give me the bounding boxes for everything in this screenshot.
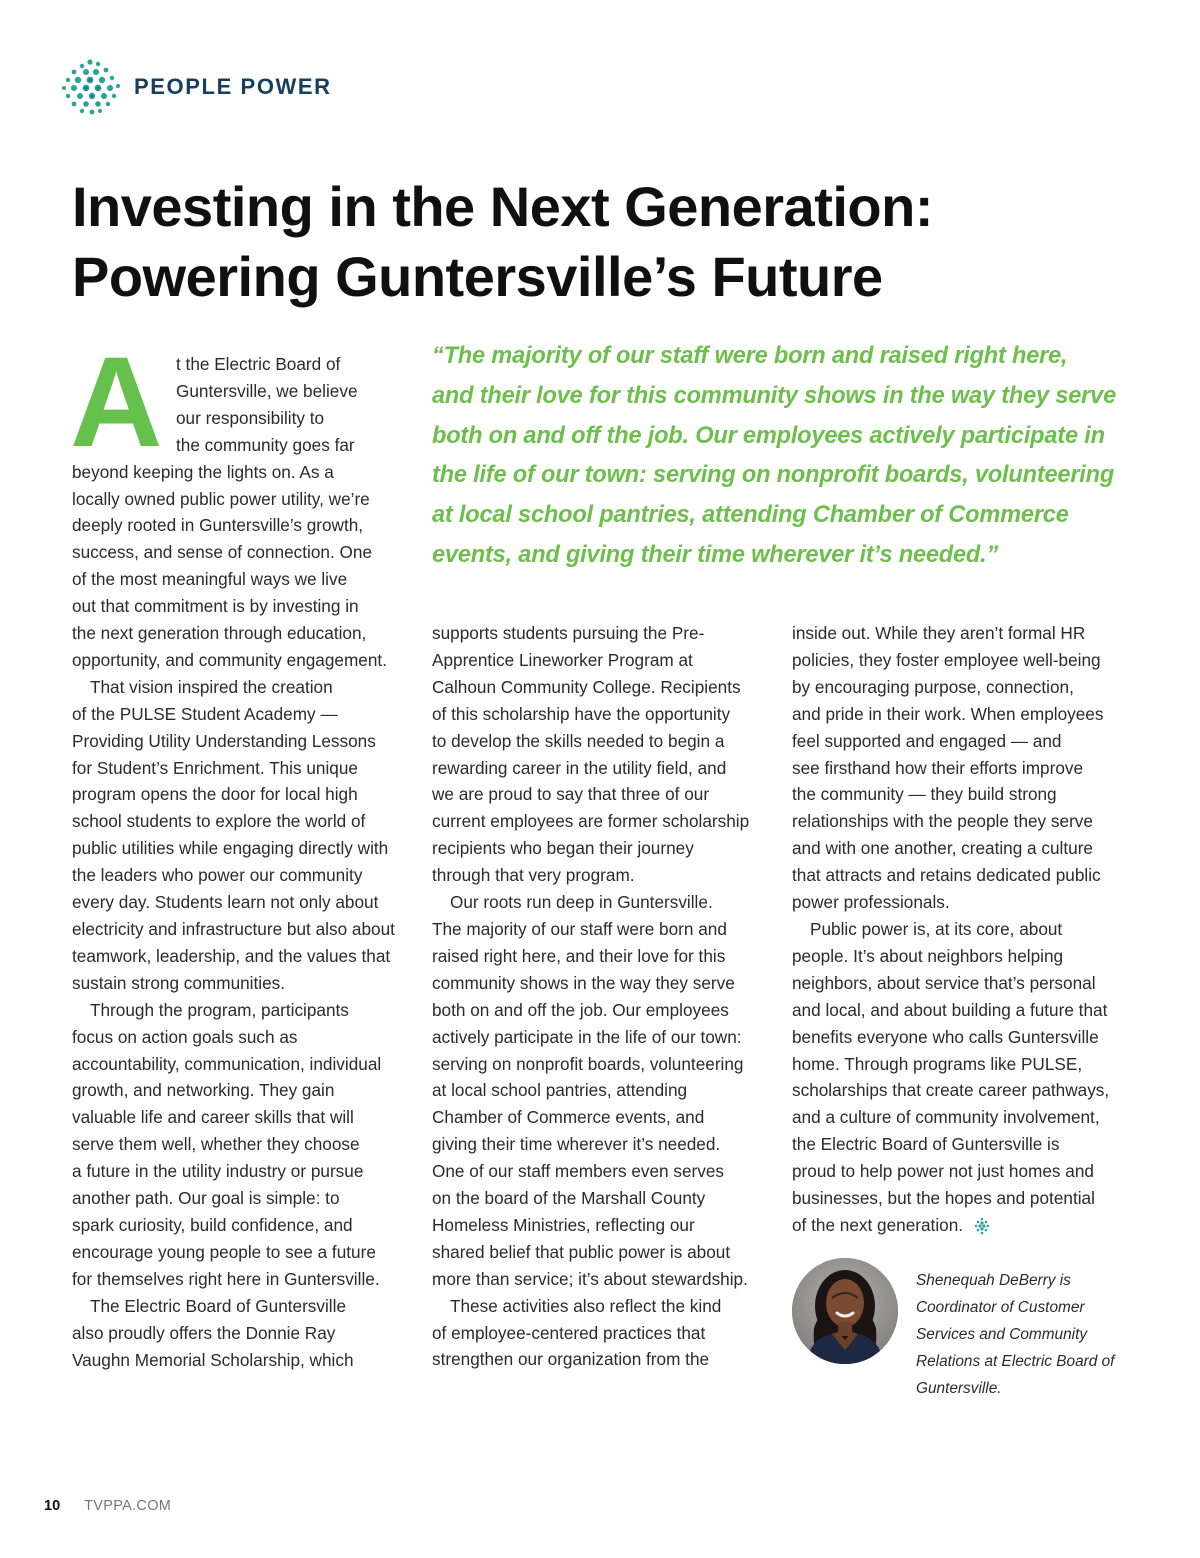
- text-line: giving their time wherever it’s needed.: [432, 1134, 721, 1155]
- text-line: of this scholarship have the opportunity: [432, 703, 731, 724]
- text-line: out that commitment is by investing in: [72, 596, 359, 617]
- title-line-2: Powering Guntersville’s Future: [72, 245, 883, 308]
- drop-cap: A: [70, 331, 163, 474]
- text-line: both on and off the job. Our employees: [432, 999, 729, 1020]
- page-number: 10: [44, 1498, 61, 1514]
- text-line: neighbors, about service that’s personal: [792, 972, 1096, 993]
- bio-line: Guntersville.: [916, 1379, 1002, 1397]
- dot-cluster-logo-icon: [60, 56, 122, 118]
- text-line: raised right here, and their love for this: [432, 945, 726, 966]
- text-line: Guntersville, we believe: [176, 380, 358, 401]
- pull-quote-line: both on and off the job. Our employees actively participate in: [432, 422, 1105, 449]
- text-line: locally owned public power utility, we’re: [72, 488, 370, 509]
- text-line: rewarding career in the utility field, and: [432, 757, 727, 778]
- text-line: for themselves right here in Guntersville.: [72, 1268, 380, 1289]
- text-line: electricity and infrastructure but also about: [72, 919, 395, 939]
- text-line: at local school pantries, attending: [432, 1080, 688, 1101]
- pull-quote-line: the life of our town: serving on nonprofit boards, volunteering: [432, 462, 1115, 489]
- last-text-line: [792, 1212, 1137, 1239]
- text-line: by encouraging purpose, connection,: [792, 676, 1074, 697]
- text-line: The Electric Board of Guntersville: [90, 1295, 347, 1316]
- text-line: Calhoun Community College. Recipients: [432, 676, 741, 697]
- text-line: the next generation through education,: [72, 623, 367, 644]
- text-line: and a culture of community involvement,: [792, 1107, 1100, 1128]
- text-line: sustain strong communities.: [72, 972, 286, 993]
- site-url: TVPPA.COM: [84, 1498, 172, 1514]
- text-line: opportunity, and community engagement.: [72, 649, 387, 670]
- text-line: Homeless Ministries, reflecting our: [432, 1214, 695, 1235]
- text-line: of the most meaningful ways we live: [72, 569, 348, 590]
- pull-quote-line: events, and giving their time wherever it’s needed.”: [432, 541, 999, 568]
- text-line: t the Electric Board of: [176, 354, 341, 374]
- pull-quote-line: and their love for this community shows in the way they serve: [432, 382, 1116, 409]
- bio-line: Relations at Electric Board of: [916, 1352, 1115, 1370]
- text-line: deeply rooted in Guntersville’s growth,: [72, 515, 364, 536]
- page-title: [72, 172, 1152, 312]
- text-line: proud to help power not just homes and: [792, 1161, 1094, 1182]
- text-line: power professionals.: [792, 892, 950, 913]
- text-line: That vision inspired the creation: [90, 676, 333, 697]
- text-line: recipients who began their journey: [432, 838, 694, 859]
- text-line: see firsthand how their efforts improve: [792, 757, 1084, 778]
- text-line: for Student’s Enrichment. This unique: [72, 757, 358, 778]
- end-mark-icon: [973, 1217, 991, 1235]
- drop-cap-lines: [176, 351, 358, 459]
- text-line: shared belief that public power is about: [432, 1241, 731, 1262]
- bio-line: Shenequah DeBerry is: [916, 1272, 1071, 1289]
- text-line: every day. Students learn not only about: [72, 892, 379, 913]
- text-line: businesses, but the hopes and potential: [792, 1188, 1095, 1209]
- text-line: that attracts and retains dedicated public: [792, 865, 1101, 886]
- section-header: [60, 56, 332, 118]
- bio-line: Coordinator of Customer: [916, 1298, 1085, 1316]
- text-line: feel supported and engaged — and: [792, 730, 1062, 751]
- text-line: Chamber of Commerce events, and: [432, 1107, 705, 1128]
- text-line: success, and sense of connection. One: [72, 542, 373, 563]
- title-line-1: Investing in the Next Generation:: [72, 175, 933, 238]
- text-line: public utilities while engaging directly with: [72, 838, 389, 859]
- text-line: One of our staff members even serves: [432, 1161, 725, 1182]
- text-line: focus on action goals such as: [72, 1026, 298, 1047]
- text-line: a future in the utility industry or pursue: [72, 1161, 364, 1182]
- text-line: beyond keeping the lights on. As a: [72, 461, 334, 482]
- text-line: Public power is, at its core, about: [810, 918, 1063, 939]
- text-line: of the next generation.: [792, 1214, 964, 1235]
- author-bio: [916, 1268, 1156, 1403]
- text-line: and pride in their work. When employees: [792, 703, 1104, 724]
- text-line: the community goes far: [176, 434, 355, 455]
- text-line: The majority of our staff were born and: [432, 918, 727, 939]
- section-label: PEOPLE POWER: [134, 74, 332, 99]
- text-line: inside out. While they aren’t formal HR: [792, 623, 1086, 643]
- text-line: of the PULSE Student Academy —: [72, 703, 338, 724]
- bio-line: Services and Community: [916, 1325, 1088, 1343]
- text-line: community shows in the way they serve: [432, 972, 735, 993]
- pull-quote: [432, 337, 1152, 576]
- text-line: Our roots run deep in Guntersville.: [450, 892, 713, 913]
- text-line: strengthen our organization from the: [432, 1349, 710, 1370]
- text-line: encourage young people to see a future: [72, 1241, 376, 1262]
- text-line: accountability, communication, individual: [72, 1053, 382, 1074]
- text-line: actively participate in the life of our town:: [432, 1026, 742, 1047]
- article-column-3: [792, 620, 1137, 1239]
- text-line: more than service; it’s about stewardship.: [432, 1268, 748, 1289]
- text-line: people. It’s about neighbors helping: [792, 945, 1064, 966]
- text-line: the community — they build strong: [792, 784, 1057, 805]
- text-line: on the board of the Marshall County: [432, 1188, 706, 1209]
- text-line: scholarships that create career pathways,: [792, 1080, 1110, 1101]
- text-line: teamwork, leadership, and the values that: [72, 945, 391, 966]
- page-footer: [44, 1498, 171, 1514]
- text-line: serve them well, whether they choose: [72, 1134, 360, 1155]
- article-column-1: [70, 331, 417, 1373]
- text-line: Providing Utility Understanding Lessons: [72, 730, 376, 751]
- text-line: supports students pursuing the Pre-: [432, 623, 705, 643]
- text-line: and local, and about building a future that: [792, 999, 1108, 1020]
- text-line: serving on nonprofit boards, volunteering: [432, 1053, 744, 1074]
- text-line: and with one another, creating a culture: [792, 838, 1093, 859]
- text-line: of employee-centered practices that: [432, 1322, 706, 1343]
- author-portrait-icon: [792, 1258, 898, 1364]
- text-line: home. Through programs like PULSE,: [792, 1053, 1083, 1074]
- text-line: Vaughn Memorial Scholarship, which: [72, 1349, 354, 1370]
- text-line: current employees are former scholarship: [432, 811, 750, 832]
- text-line: school students to explore the world of: [72, 811, 366, 832]
- text-line: policies, they foster employee well-being: [792, 649, 1101, 670]
- text-line: benefits everyone who calls Guntersville: [792, 1026, 1099, 1047]
- text-line: relationships with the people they serve: [792, 811, 1093, 832]
- text-line: program opens the door for local high: [72, 784, 358, 805]
- text-line: our responsibility to: [176, 407, 325, 428]
- text-line: Through the program, participants: [90, 999, 349, 1020]
- article-column-2: [432, 620, 777, 1373]
- text-line: another path. Our goal is simple: to: [72, 1188, 340, 1209]
- text-line: growth, and networking. They gain: [72, 1080, 335, 1101]
- text-line: also proudly offers the Donnie Ray: [72, 1322, 336, 1343]
- text-line: valuable life and career skills that will: [72, 1107, 354, 1128]
- text-line: the leaders who power our community: [72, 865, 363, 886]
- text-line: through that very program.: [432, 865, 635, 886]
- pull-quote-line: “The majority of our staff were born and raised right here,: [432, 343, 1068, 369]
- text-line: to develop the skills needed to begin a: [432, 730, 725, 751]
- text-line: the Electric Board of Guntersville is: [792, 1134, 1060, 1155]
- text-line: spark curiosity, build confidence, and: [72, 1214, 353, 1235]
- text-line: Apprentice Lineworker Program at: [432, 649, 693, 670]
- pull-quote-line: at local school pantries, attending Chamber of Commerce: [432, 502, 1069, 529]
- text-line: These activities also reflect the kind: [450, 1295, 722, 1316]
- text-line: we are proud to say that three of our: [432, 784, 710, 805]
